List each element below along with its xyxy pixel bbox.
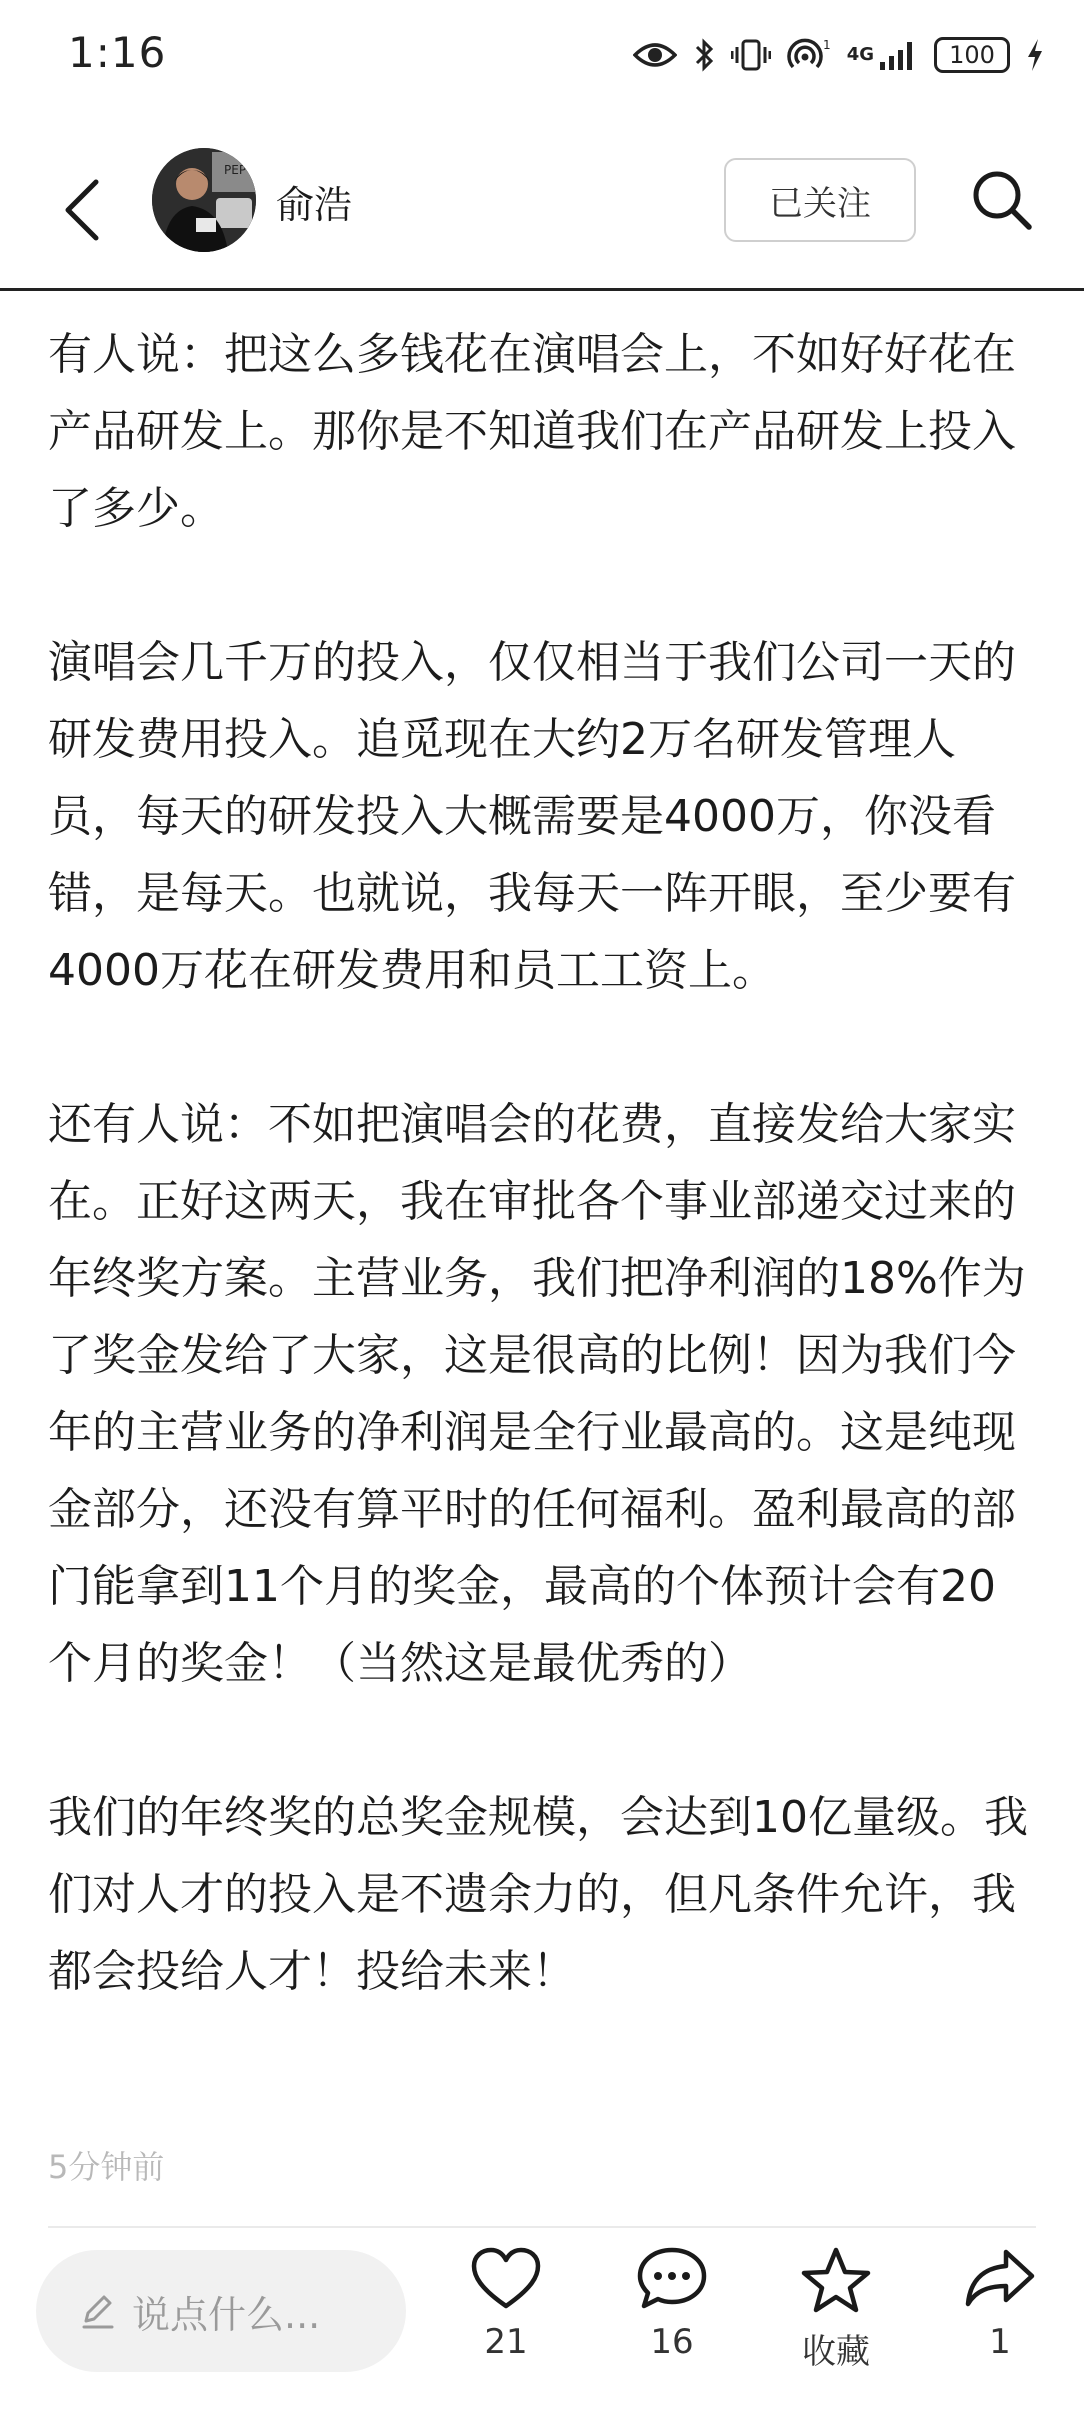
favorite-button[interactable] xyxy=(776,2246,896,2373)
battery-level: 100 xyxy=(949,41,995,69)
signal-bars-icon xyxy=(878,38,918,72)
header-divider xyxy=(0,288,1084,291)
bottom-action-bar xyxy=(0,2230,1084,2412)
hotspot-icon xyxy=(787,37,831,73)
comment-count: 16 xyxy=(650,2322,694,2362)
svg-text:PEP: PEP xyxy=(224,163,247,177)
post-paragraph: 演唱会几千万的投入，仅仅相当于我们公司一天的研发费用投入。追觅现在大约2万名研发管理人员，每天的研发投入大概需要是4000万，你没看错，是每天。也就说，我每天一阵开眼，至少要有4000万花在研发费用和员工工资上。 xyxy=(48,637,1016,996)
post-paragraph: 还有人说：不如把演唱会的花费，直接发给大家实在。正好这两天，我在审批各个事业部递交过来的年终奖方案。主营业务，我们把净利润的18%作为了奖金发给了大家，这是很高的比例！因为我们今年的主营业务的净利润是全行业最高的。这是纯现金部分，还没有算平时的任何福利。盈利最高的部门能拿到11个月的奖金，最高的个体预计会有20个月的奖金！（当然这是最优秀的） xyxy=(48,1099,1026,1689)
comment-button[interactable] xyxy=(612,2246,732,2362)
post-paragraph: 我们的年终奖的总奖金规模，会达到10亿量级。我们对人才的投入是不遗余力的，但凡条件允许，我都会投给人才！投给未来！ xyxy=(48,1792,1028,1997)
search-icon xyxy=(969,167,1035,233)
share-arrow-icon xyxy=(962,2246,1038,2312)
post-body xyxy=(48,316,1038,2010)
chevron-left-icon xyxy=(62,178,102,242)
chat-bubble-icon xyxy=(636,2246,708,2312)
like-count: 21 xyxy=(484,2322,528,2362)
author-avatar[interactable] xyxy=(152,148,256,252)
charging-icon xyxy=(1026,37,1044,73)
post-header xyxy=(0,140,1084,290)
pencil-icon xyxy=(78,2291,118,2331)
eye-icon xyxy=(633,40,677,70)
post-paragraph: 有人说：把这么多钱花在演唱会上，不如好好花在产品研发上。那你是不知道我们在产品研发上投入了多少。 xyxy=(48,329,1016,534)
battery-indicator xyxy=(934,37,1010,73)
svg-text:1: 1 xyxy=(822,38,831,52)
cellular-signal xyxy=(847,38,918,72)
heart-icon xyxy=(470,2246,542,2312)
post-timestamp: 5分钟前 xyxy=(48,2148,165,2186)
status-icons xyxy=(633,30,1044,80)
network-type: 4G xyxy=(846,44,874,65)
content-divider xyxy=(48,2226,1036,2228)
comment-placeholder: 说点什么... xyxy=(132,2292,321,2337)
back-button[interactable] xyxy=(52,170,112,250)
like-button[interactable] xyxy=(446,2246,566,2362)
comment-input[interactable] xyxy=(36,2250,406,2372)
bluetooth-icon xyxy=(693,37,715,73)
star-icon xyxy=(800,2246,872,2314)
share-count: 1 xyxy=(989,2322,1011,2362)
author-name[interactable]: 俞浩 xyxy=(276,183,353,227)
share-button[interactable] xyxy=(940,2246,1060,2362)
follow-button[interactable]: 已关注 xyxy=(724,158,916,242)
status-time: 1:16 xyxy=(68,28,167,77)
vibrate-icon xyxy=(731,37,771,73)
status-bar xyxy=(0,0,1084,110)
search-button[interactable] xyxy=(962,160,1042,240)
favorite-label: 收藏 xyxy=(802,2332,870,2372)
